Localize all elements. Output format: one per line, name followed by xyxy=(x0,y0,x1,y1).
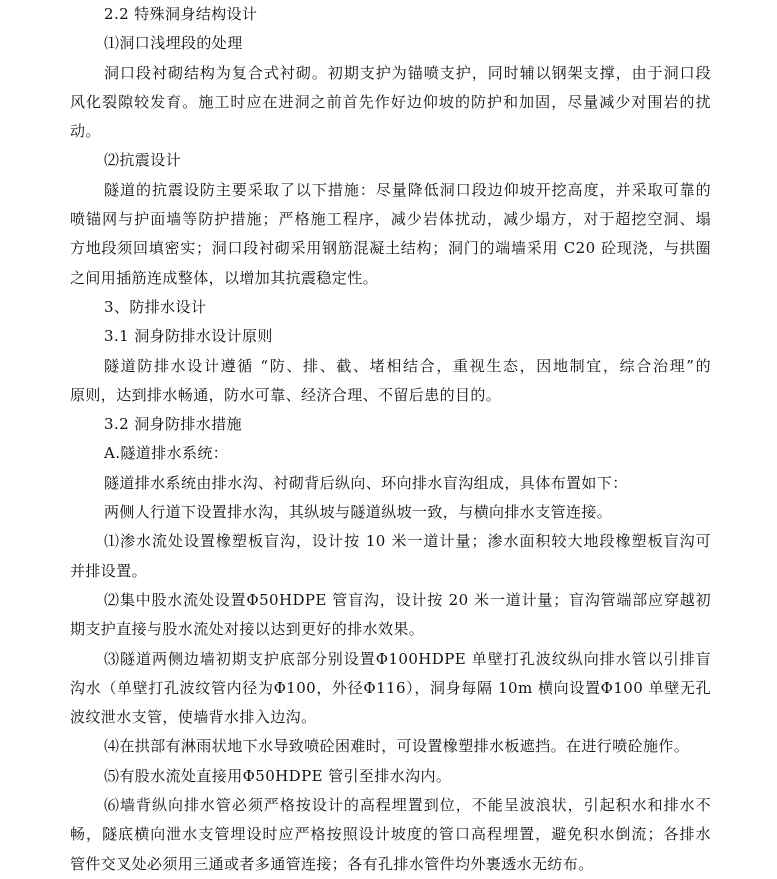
list-item-1-cont: 并排设置。 xyxy=(70,561,148,580)
paragraph-line: 动。 xyxy=(70,122,101,141)
heading-2-2: 2.2 特殊洞身结构设计 xyxy=(104,5,258,23)
paragraph-line: 方地段须回填密实；洞口段衬砌采用钢筋混凝土结构；洞门的端墙采用 C20 砼现浇，与拱圈 xyxy=(70,239,711,258)
subheading-drainage-system: A.隧道排水系统： xyxy=(104,444,229,463)
list-item-4: ⑷在拱部有淋雨状地下水导致喷砼困难时，可设置橡塑排水板遮挡。在进行喷砼施作。 xyxy=(104,737,690,756)
list-item-3-cont: 波纹泄水支管，使墙背水排入边沟。 xyxy=(70,708,317,727)
list-item-1: ⑴渗水流处设置橡塑板盲沟，设计按 10 米一道计量；渗水面积较大地段橡塑板盲沟可 xyxy=(104,532,711,551)
list-item-2: ⑵集中股水流处设置Φ50HDPE 管盲沟，设计按 20 米一道计量；盲沟管端部应穿越初 xyxy=(104,590,711,609)
paragraph-line: 隧道防排水设计遵循 “防、排、截、堵相结合，重视生态，因地制宜，综合治理”的 xyxy=(104,356,711,375)
paragraph-line: 洞口段衬砌结构为复合式衬砌。初期支护为锚喷支护，同时辅以钢架支撑，由于洞口段 xyxy=(104,63,711,82)
list-item-6-cont: 畅，隧底横向泄水支管埋设时应严格按照设计坡度的管口高程埋置，避免积水倒流；各排水 xyxy=(70,825,711,844)
paragraph-line: 喷锚网与护面墙等防护措施；严格施工程序，减少岩体扰动，减少塌方，对于超挖空洞、塌 xyxy=(70,210,711,229)
list-item-6-cont: 管件交叉处必须用三通或者多通管连接；各有孔排水管件均外裹透水无纺布。 xyxy=(70,854,594,873)
paragraph-line: 两侧人行道下设置排水沟，其纵坡与隧道纵坡一致，与横向排水支管连接。 xyxy=(104,503,613,522)
list-item-6: ⑹墙背纵向排水管必须严格按设计的高程埋置到位，不能呈波浪状，引起积水和排水不 xyxy=(104,796,711,815)
paragraph-line: 隧道排水系统由排水沟、衬砌背后纵向、环向排水盲沟组成，具体布置如下： xyxy=(104,473,628,492)
list-item-5: ⑸有股水流处直接用Φ50HDPE 管引至排水沟内。 xyxy=(104,766,452,785)
heading-3-1: 3.1 洞身防排水设计原则 xyxy=(104,327,273,346)
list-item-3: ⑶隧道两侧边墙初期支护底部分别设置Φ100HDPE 单壁打孔波纹纵向排水管以引排盲 xyxy=(104,649,711,668)
heading-3: 3、防排水设计 xyxy=(104,297,207,316)
subheading-seismic: ⑵抗震设计 xyxy=(104,151,182,170)
list-item-3-cont: 沟水（单壁打孔波纹管内径为Φ100，外径Φ116），洞身每隔 10m 横向设置Φ100 单壁无孔 xyxy=(70,678,711,697)
paragraph-line: 之间用插筋连成整体，以增加其抗震稳定性。 xyxy=(70,268,379,287)
list-item-2-cont: 期支护直接与股水流处对接以达到更好的排水效果。 xyxy=(70,620,425,639)
heading-3-2: 3.2 洞身防排水措施 xyxy=(104,415,243,434)
paragraph-line: 隧道的抗震设防主要采取了以下措施：尽量降低洞口段边仰坡开挖高度，并采取可靠的 xyxy=(104,180,711,199)
subheading-portal-shallow: ⑴洞口浅埋段的处理 xyxy=(104,34,243,53)
paragraph-line: 原则，达到排水畅通，防水可靠、经济合理、不留后患的目的。 xyxy=(70,385,502,404)
paragraph-line: 风化裂隙较发育。施工时应在进洞之前首先作好边仰坡的防护和加固，尽量减少对围岩的扰 xyxy=(70,92,711,111)
